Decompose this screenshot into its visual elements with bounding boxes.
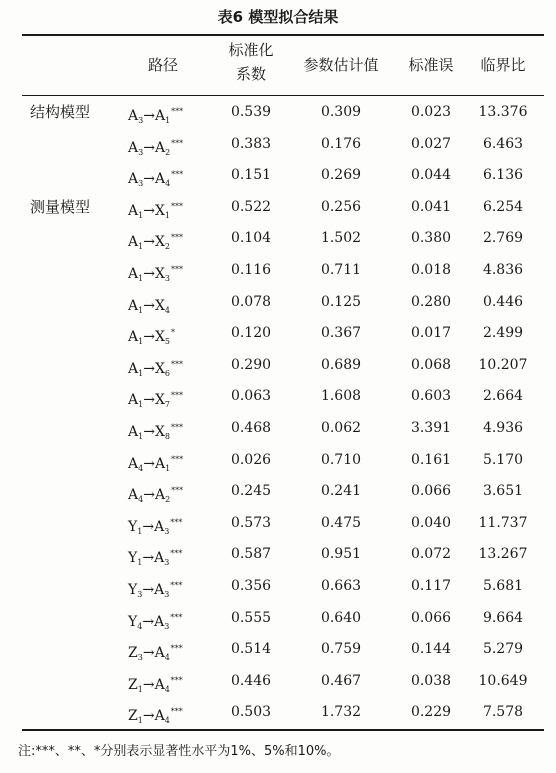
cell-std-error: 0.027 [410,135,452,152]
path-to-sub: 3 [164,590,170,599]
path-to-sub: 1 [165,463,171,473]
path-from: A [128,329,139,346]
path-arrow: → [143,202,155,219]
cell-estimate: 0.663 [320,578,362,594]
path-significance: *** [171,233,184,243]
table-row [0,349,556,381]
path-to: X [154,202,165,219]
path-from: A [128,297,139,314]
cell-critical-ratio: 2.769 [482,230,524,247]
path-from-sub: 3 [138,147,144,157]
path-significance: * [171,328,176,338]
path-to: A [154,582,165,598]
path-to-sub: 8 [164,432,171,441]
path-from-sub: 4 [138,463,144,473]
row-path [128,254,218,286]
cell-std-error: 0.280 [410,293,452,310]
path-to: A [154,676,165,693]
path-from: Z [128,645,138,662]
path-significance: *** [171,170,184,180]
cell-critical-ratio: 5.170 [482,451,524,468]
row-path [128,222,218,254]
cell-std-error: 0.117 [410,578,452,594]
cell-estimate: 0.367 [320,325,362,342]
table-row [0,128,556,160]
path-significance: *** [170,549,183,559]
bottom-rule [22,729,544,731]
cell-critical-ratio: 6.254 [482,198,524,215]
path-to: A [154,487,166,504]
path-from: Y [128,550,138,567]
cell-estimate: 0.269 [320,167,362,184]
path-arrow: → [142,613,155,630]
path-arrow: → [143,392,155,409]
path-from: A [128,171,139,188]
cell-std-coef: 0.290 [230,356,272,373]
cell-std-coef: 0.245 [230,483,272,500]
path-from-sub: 1 [137,526,143,536]
table-row [0,222,556,254]
cell-std-error: 0.066 [410,609,452,626]
path-from-sub: 1 [138,210,144,220]
path-to: A [154,171,166,188]
cell-std-error: 0.041 [410,198,452,215]
cell-std-error: 0.603 [410,388,452,405]
path-to: X [154,266,165,282]
table-row [0,538,556,570]
path-to-sub: 6 [164,368,171,378]
path-arrow: → [143,139,155,156]
header-std-error: 标准误 [408,56,454,74]
table-row [0,412,556,444]
row-path [128,665,218,697]
cell-std-coef: 0.383 [230,135,272,152]
table-row [0,507,556,539]
row-path [128,633,218,665]
cell-critical-ratio: 2.499 [482,325,524,342]
path-arrow: → [142,645,155,662]
cell-std-error: 0.068 [410,356,452,373]
row-path [128,475,218,507]
path-significance: *** [171,391,184,401]
cell-estimate: 0.309 [320,104,362,120]
path-to-sub: 3 [164,274,171,283]
table-row [0,444,556,476]
path-significance: *** [171,107,184,116]
path-from: Y [128,518,138,535]
path-significance: *** [170,612,183,622]
cell-std-coef: 0.587 [230,546,272,563]
cell-std-coef: 0.573 [230,514,272,531]
path-to: X [154,424,165,440]
cell-estimate: 0.711 [320,262,362,278]
cell-critical-ratio: 13.267 [478,546,528,563]
table-row [0,696,556,728]
cell-estimate: 1.732 [320,704,362,721]
path-to-sub: 2 [165,495,171,505]
path-arrow: → [142,676,155,693]
cell-estimate: 0.062 [320,420,362,436]
path-arrow: → [143,455,155,472]
path-to-sub: 3 [164,621,170,631]
path-arrow: → [143,424,155,440]
path-from-sub: 1 [137,558,143,568]
cell-critical-ratio: 10.207 [478,356,528,373]
cell-critical-ratio: 5.681 [482,578,524,594]
header-std-coef [214,38,288,86]
row-path [128,128,218,160]
cell-std-coef: 0.514 [230,641,272,658]
path-from-sub: 1 [137,684,143,694]
path-to: X [154,234,165,251]
path-significance: *** [171,486,184,496]
table-row [0,191,556,223]
path-to: X [154,297,165,314]
table-title: 表6 模型拟合结果 [217,8,339,26]
cell-std-coef: 0.539 [230,104,272,120]
path-from-sub: 1 [138,274,144,283]
path-to: A [154,518,165,535]
path-to: A [154,613,165,630]
cell-std-coef: 0.503 [230,704,272,721]
path-from-sub: 3 [137,590,143,599]
path-arrow: → [143,487,155,504]
path-to-sub: 4 [164,305,171,315]
path-to-sub: 2 [164,242,171,252]
path-from-sub: 3 [137,653,143,663]
path-from: A [128,266,139,282]
table-row [0,665,556,697]
path-from-sub: 3 [138,116,144,125]
table-note: 注:***、**、*分别表示显著性水平为1%、5%和10%。 [18,744,340,759]
path-to: X [154,392,165,409]
cell-std-error: 0.161 [410,451,452,468]
path-from-sub: 4 [137,621,143,631]
cell-critical-ratio: 6.463 [482,135,524,152]
cell-critical-ratio: 11.737 [478,514,528,531]
cell-critical-ratio: 9.664 [482,609,524,626]
table-row [0,96,556,128]
cell-std-error: 0.380 [410,230,452,247]
cell-std-coef: 0.555 [230,609,272,626]
path-to-sub: 4 [165,179,171,189]
cell-estimate: 0.241 [320,483,362,500]
path-to-sub: 3 [164,558,170,568]
cell-std-error: 0.018 [410,262,452,278]
path-significance: *** [171,454,184,464]
cell-std-error: 0.066 [410,483,452,500]
row-group-label: 测量模型 [30,197,91,216]
path-from: A [128,424,139,440]
path-from: A [128,360,139,377]
path-to: A [154,550,165,567]
cell-std-coef: 0.120 [230,325,272,342]
path-from: Z [128,676,138,693]
cell-std-error: 0.040 [410,514,452,531]
row-path [128,380,218,412]
path-from: A [128,202,139,219]
path-to: A [154,108,166,124]
row-path [128,412,218,444]
path-from: A [128,487,139,504]
row-path [128,317,218,349]
cell-std-coef: 0.078 [230,293,272,310]
row-group-label: 结构模型 [30,103,91,121]
cell-estimate: 1.502 [320,230,362,247]
path-from: A [128,392,139,409]
top-rule [22,34,544,36]
row-path [128,96,218,128]
cell-std-error: 0.044 [410,167,452,184]
path-from-sub: 3 [138,179,144,189]
path-to-sub: 2 [165,147,171,157]
table-row [0,254,556,286]
table-row [0,602,556,634]
path-to: A [154,708,165,725]
path-arrow: → [143,329,155,346]
row-path [128,159,218,191]
cell-critical-ratio: 6.136 [482,167,524,184]
path-to-sub: 7 [164,400,171,410]
cell-estimate: 0.951 [320,546,362,563]
path-from: A [128,108,139,124]
table-row [0,633,556,665]
path-from: A [128,139,139,156]
cell-std-coef: 0.446 [230,672,272,689]
path-significance: *** [171,201,184,211]
cell-std-coef: 0.356 [230,578,272,594]
cell-critical-ratio: 4.936 [482,420,524,436]
cell-estimate: 0.475 [320,514,362,531]
cell-std-error: 0.038 [410,672,452,689]
cell-std-error: 0.144 [410,641,452,658]
path-significance: *** [171,359,184,369]
path-significance: *** [170,581,183,590]
cell-std-coef: 0.104 [230,230,272,247]
path-from-sub: 1 [138,305,144,315]
path-to: X [154,360,165,377]
row-path [128,538,218,570]
path-from-sub: 4 [138,495,144,505]
path-significance: *** [171,138,184,148]
cell-estimate: 0.689 [320,356,362,373]
path-significance: *** [170,517,183,527]
header-std-coef-line2: 系数 [235,65,266,83]
path-to: A [154,139,166,156]
cell-critical-ratio: 13.376 [478,104,528,120]
path-from-sub: 1 [137,716,143,726]
row-path [128,444,218,476]
cell-std-error: 0.072 [410,546,452,563]
path-significance: *** [171,265,184,274]
cell-estimate: 0.759 [320,641,362,658]
header-std-coef-line1: 标准化 [228,41,274,59]
path-arrow: → [143,297,155,314]
header-critical-ratio: 临界比 [480,56,526,74]
cell-estimate: 0.125 [320,293,362,310]
table-row [0,570,556,602]
table-row [0,317,556,349]
path-from: Y [128,613,138,630]
row-path [128,286,218,318]
path-from: A [128,234,139,251]
cell-critical-ratio: 4.836 [482,262,524,278]
path-arrow: → [143,108,155,124]
cell-std-coef: 0.151 [230,167,272,184]
cell-std-error: 0.017 [410,325,452,342]
cell-critical-ratio: 10.649 [478,672,528,689]
path-to-sub: 4 [164,684,170,694]
path-from: Y [128,582,138,598]
path-to-sub: 4 [164,653,170,663]
path-arrow: → [142,582,155,598]
cell-std-error: 0.023 [410,104,452,120]
cell-std-coef: 0.063 [230,388,272,405]
path-to: X [154,329,165,346]
cell-std-coef: 0.026 [230,451,272,468]
path-from-sub: 1 [138,242,144,252]
path-significance: *** [171,423,184,432]
table-row [0,380,556,412]
table-row [0,159,556,191]
path-from-sub: 1 [138,400,144,410]
path-arrow: → [143,360,155,377]
path-from-sub: 1 [138,337,144,347]
cell-estimate: 0.710 [320,451,362,468]
cell-critical-ratio: 0.446 [482,293,524,310]
table-row [0,475,556,507]
path-from: Z [128,708,138,725]
cell-estimate: 1.608 [320,388,362,405]
cell-critical-ratio: 5.279 [482,641,524,658]
path-to-sub: 1 [165,116,171,125]
row-path [128,191,218,223]
path-to: A [154,645,165,662]
path-significance: *** [170,644,183,654]
path-arrow: → [142,550,155,567]
path-from-sub: 1 [138,368,144,378]
cell-estimate: 0.256 [320,198,362,215]
row-path [128,696,218,728]
path-from-sub: 1 [138,432,144,441]
row-path [128,507,218,539]
path-significance: *** [170,675,183,685]
path-arrow: → [143,171,155,188]
header-estimate: 参数估计值 [303,56,379,74]
path-to-sub: 3 [164,526,170,536]
cell-std-coef: 0.116 [230,262,272,278]
path-from: A [128,455,139,472]
header-path: 路径 [147,56,178,74]
path-to-sub: 5 [164,337,171,347]
path-arrow: → [143,266,155,282]
row-path [128,570,218,602]
cell-std-error: 3.391 [410,420,452,436]
path-to-sub: 1 [164,210,171,220]
path-significance: *** [170,707,183,717]
cell-estimate: 0.467 [320,672,362,689]
row-path [128,602,218,634]
cell-critical-ratio: 3.651 [482,483,524,500]
path-arrow: → [142,518,155,535]
path-to: A [154,455,166,472]
cell-std-error: 0.229 [410,704,452,721]
cell-std-coef: 0.522 [230,198,272,215]
cell-critical-ratio: 7.578 [482,704,524,721]
path-to-sub: 4 [164,716,170,726]
row-path [128,349,218,381]
table-row [0,286,556,318]
path-arrow: → [142,708,155,725]
cell-std-coef: 0.468 [230,420,272,436]
cell-estimate: 0.640 [320,609,362,626]
cell-estimate: 0.176 [320,135,362,152]
path-arrow: → [143,234,155,251]
cell-critical-ratio: 2.664 [482,388,524,405]
